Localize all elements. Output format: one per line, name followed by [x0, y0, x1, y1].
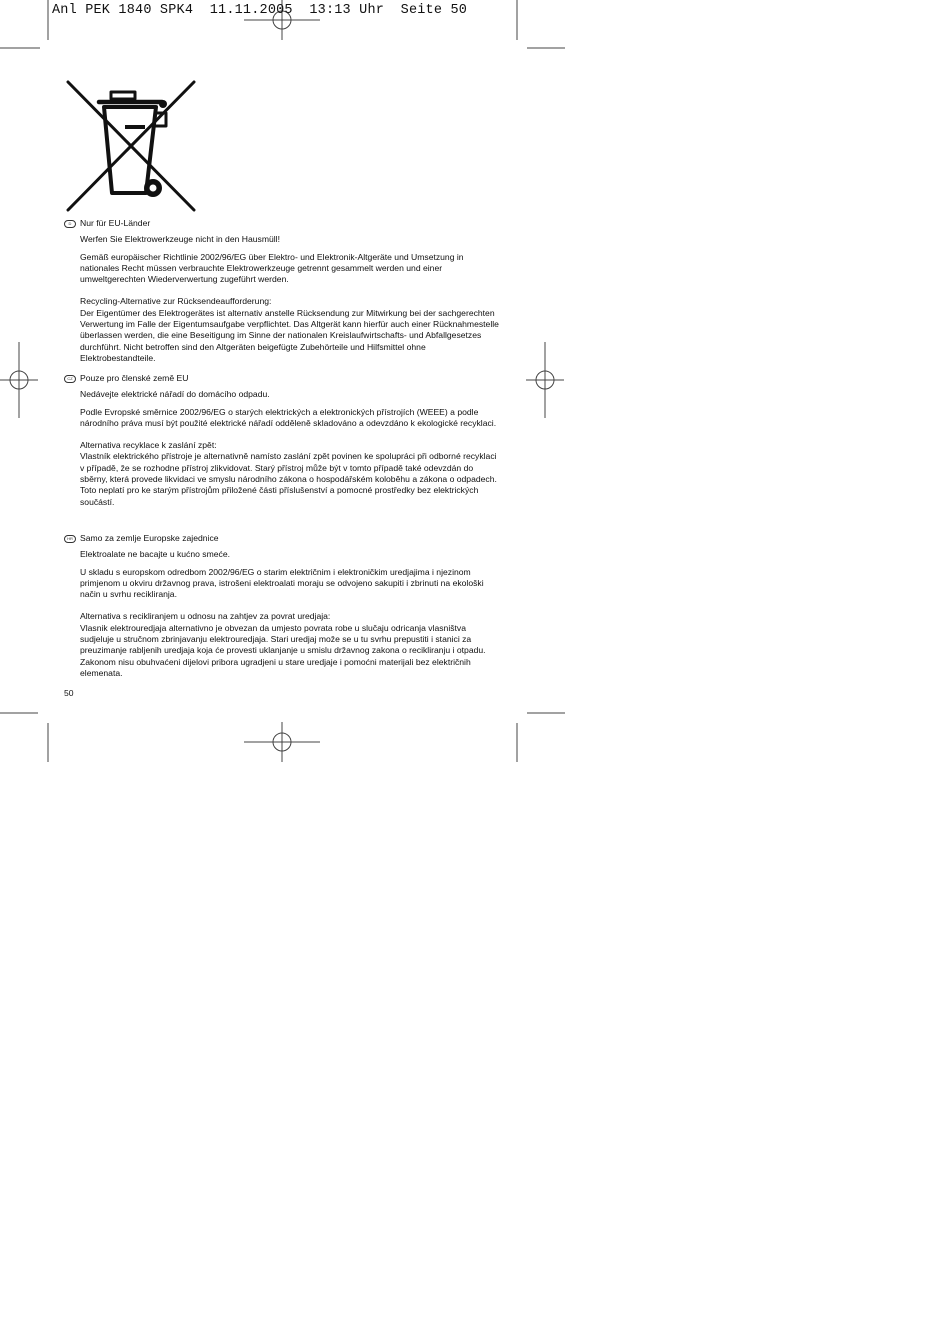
- paragraph: Werfen Sie Elektrowerkzeuge nicht in den Hausmüll!: [80, 234, 280, 245]
- paragraph: Nedávejte elektrické nářadí do domácího odpadu.: [80, 389, 270, 400]
- language-badge-d: D: [64, 220, 76, 228]
- heading-text: Samo za zemlje Europske zajednice: [80, 533, 219, 543]
- heading-text: Nur für EU-Länder: [80, 218, 151, 228]
- paragraph: Vlastník elektrického přístroje je alternativně namísto zaslání zpět povinen ke spolupráci při odborné recyklaci v případě, že se rozhodne přístroj zlikvidovat. Starý přístroj může být v tomto případě také odevzdán do sběrny, která provede likvidaci ve smyslu národního zákona o hospodářském koloběhu a zákona o odpadech. Toto neplatí pro ke starým přístrojům přiložené části příslušenství a pomocné prostředky bez elektrických součástí.: [80, 451, 497, 507]
- paragraph: Alternativa recyklace k zaslání zpět:: [80, 440, 217, 451]
- language-badge-cz: CZ: [64, 375, 76, 383]
- section-heading: [64, 373, 500, 384]
- print-slug-header: Anl PEK 1840 SPK4 11.11.2005 13:13 Uhr Seite 50: [52, 3, 468, 18]
- page-number: 50: [64, 688, 74, 698]
- heading-text: Pouze pro členské země EU: [80, 373, 189, 383]
- language-badge-hr: HR: [64, 535, 76, 543]
- paragraph: Vlasnik elektrouredjaja alternativno je obvezan da umjesto povrata robe u slučaju odricanja vlasništva sudjeluje u stručnom zbrinjavanju elektrouredjaja. Stari uredjaj može se u tu svrhu prepustiti i stanici za preuzimanje rabljenih uredjaja koja će provesti uklanjanje u smislu državnog zakona o recikliranju i otpadu. Zakonom nisu obuhvaćeni dijelovi pribora ugradjeni u stare uredjaje i pomoćni materijali bez električnih elemenata.: [80, 622, 486, 678]
- section-heading: [64, 218, 500, 229]
- paragraph: U skladu s europskom odredbom 2002/96/EG o starim električnim i elektroničkim uredjajima i njezinom primjenom u okviru državnog prava, istrošeni elektroalati moraju se odvojeno sakupiti i zbrinuti na ekološki način u svrhu recikliranja.: [80, 566, 484, 600]
- paragraph: Podle Evropské směrnice 2002/96/EG o starých elektrických a elektronických přístrojích (WEEE) a podle národního práva musí být použité elektrické nářadí odděleně skladováno a odevzdáno k ekologické recyklaci.: [80, 406, 497, 428]
- crossed-out-bin-icon: [66, 80, 196, 212]
- paragraph: Der Eigentümer des Elektrogerätes ist alternativ anstelle Rücksendung zur Mitwirkung bei der sachgerechten Verwertung im Falle der Eigentumsaufgabe verpflichtet. Das Altgerät kann hierfür auch einer Rücknahmestelle überlassen werden, die eine Beseitigung im Sinne der nationalen Kreislaufwirtschafts- und Abfallgesetzes durchführt. Nicht betroffen sind den Altgeräten beigefügte Zubehörteile und Hilfsmittel ohne Elektrobestandteile.: [80, 307, 499, 363]
- section-heading: [64, 533, 500, 544]
- paragraph: Alternativa s recikliranjem u odnosu na zahtjev za povrat uredjaja:: [80, 611, 331, 622]
- paragraph: Elektroalate ne bacajte u kućno smeće.: [80, 549, 231, 560]
- section-croatian: [64, 533, 500, 685]
- section-german: [64, 218, 500, 370]
- section-czech: [64, 373, 500, 514]
- paragraph: Gemäß europäischer Richtlinie 2002/96/EG über Elektro- und Elektronik-Altgeräte und Umsetzung in nationales Recht müssen verbrauchte Elektrowerkzeuge getrennt gesammelt werden und einer umweltgerechten Wiederverwertung zugeführt werden.: [80, 251, 464, 285]
- paragraph: Recycling-Alternative zur Rücksendeaufforderung:: [80, 296, 272, 307]
